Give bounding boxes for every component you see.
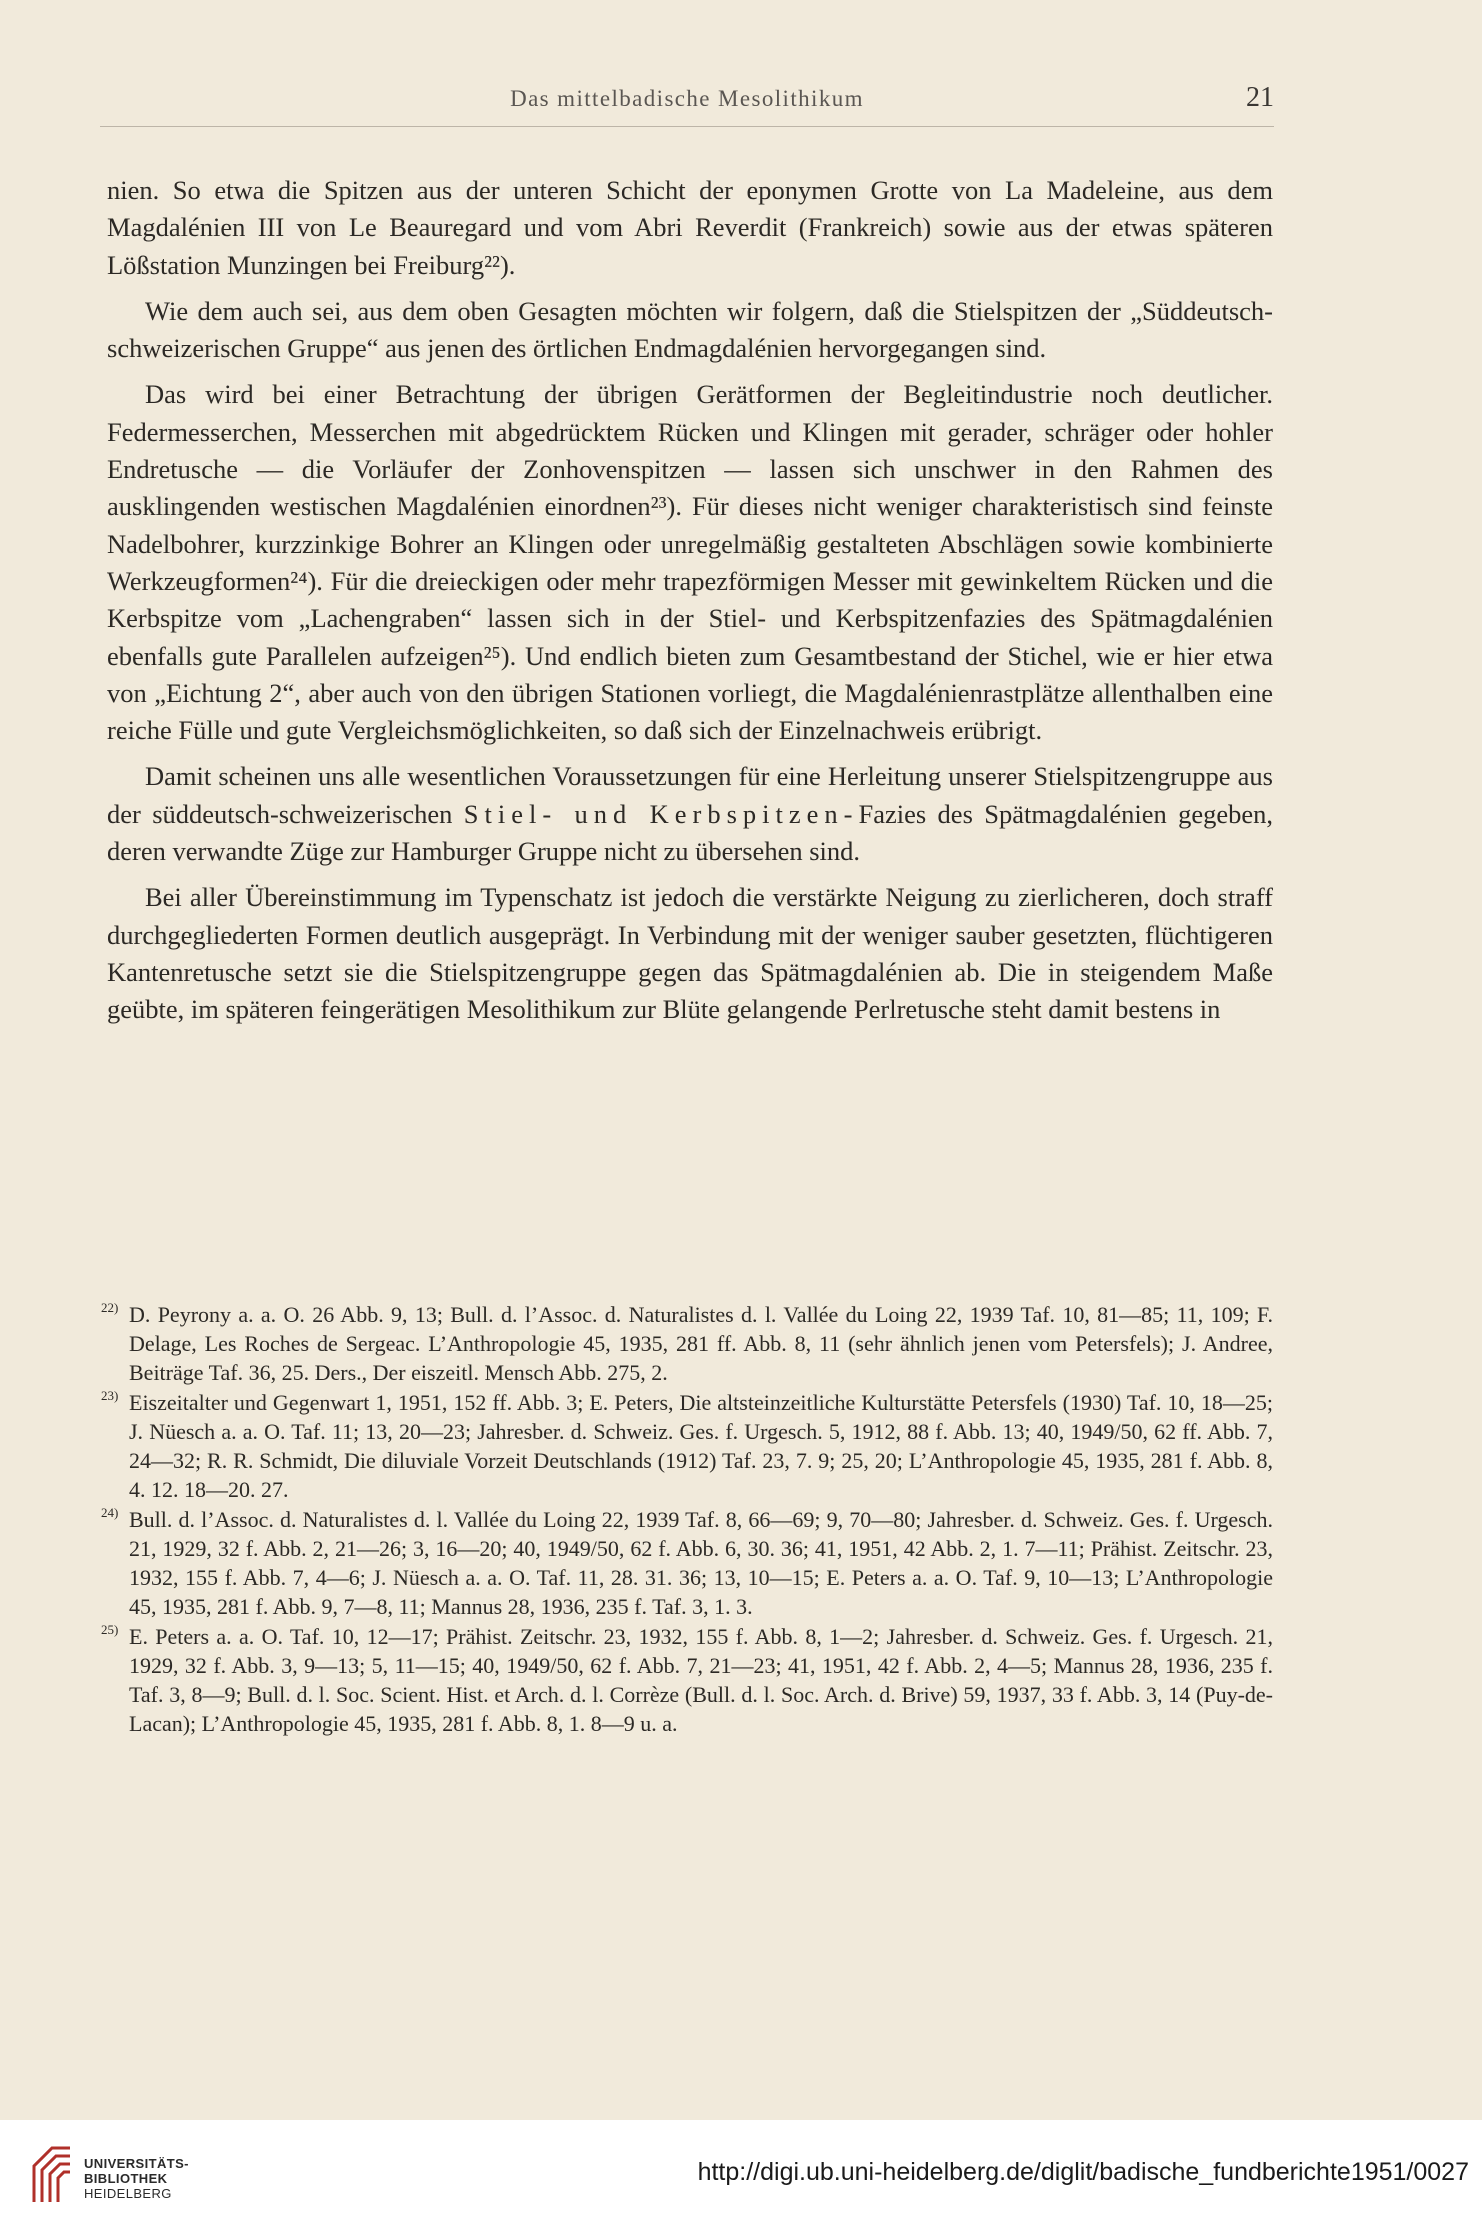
footnote-marker: 23) xyxy=(101,1388,119,1403)
footnote-marker: 22) xyxy=(101,1300,119,1315)
footnote-22 xyxy=(101,1300,1273,1387)
footnote-24 xyxy=(101,1505,1273,1621)
paragraph-4-start: Damit scheinen uns alle wesentlichen Voraussetzungen für eine Herleitung unserer Stielspitzengruppe aus der süddeutsch-schweizerischen xyxy=(107,761,1273,829)
library-name-line: BIBLIOTHEK xyxy=(84,2171,168,2186)
footnote-25 xyxy=(101,1622,1273,1738)
footnotes xyxy=(101,1300,1273,1739)
footnote-marker: 24) xyxy=(101,1505,119,1520)
paragraph-4 xyxy=(107,758,1273,870)
footnote-text: Bull. d. l’Assoc. d. Naturalistes d. l. Vallée du Loing 22, 1939 Taf. 8, 66—69; 9, 70—80; Jahresber. d. Schweiz. Ges. f. Urgesch. 21, 1929, 32 f. Abb. 2, 21—26; 3, 16—20; 40, 1949/50, 62 f. Abb. 6, 30. 36; 41, 1951, 42 Abb. 2, 1. 7—11; Prähist. Zeitschr. 23, 1932, 155 f. Abb. 7, 4—6; J. Nüesch a. a. O. Taf. 11, 28. 31. 36; 13, 10—15; E. Peters a. a. O. Taf. 9, 10—13; L’Anthropologie 45, 1935, 281 f. Abb. 9, 7—8, 11; Mannus 28, 1936, 235 f. Taf. 3, 1. 3. xyxy=(129,1507,1273,1619)
library-logo-icon xyxy=(30,2142,76,2206)
paragraph-5: Bei aller Übereinstimmung im Typenschatz ist jedoch die verstärkte Neigung zu zierlicheren, doch straff durchgegliederten Formen deutlich ausgeprägt. In Verbindung mit der weniger sauber gesetzten, flüchtigeren Kantenretusche setzt sie die Stielspitzengruppe gegen das Spätmagdalénien ab. Die in steigendem Maße geübte, im späteren feingerätigen Mesolithikum zur Blüte gelangende Perlretusche steht damit bestens in xyxy=(107,882,1273,1025)
footnote-text: E. Peters a. a. O. Taf. 10, 12—17; Prähist. Zeitschr. 23, 1932, 155 f. Abb. 8, 1—2; Jahresber. d. Schweiz. Ges. f. Urgesch. 21, 1929, 32 f. Abb. 3, 9—13; 5, 11—15; 40, 1949/50, 62 f. Abb. 7, 21—23; 41, 1951, 42 f. Abb. 2, 4—5; Mannus 28, 1936, 235 f. Taf. 3, 8—9; Bull. d. l. Soc. Scient. Hist. et Arch. d. l. Corrèze (Bull. d. l. Soc. Arch. d. Brive) 59, 1937, 33 f. Abb. 3, 14 (Puy-de-Lacan); L’Anthropologie 45, 1935, 281 f. Abb. 8, 1. 8—9 u. a. xyxy=(129,1624,1273,1736)
spaced-term: Stiel- und Kerbspitzen- xyxy=(463,798,859,829)
library-name-line: HEIDELBERG xyxy=(84,2186,172,2201)
header-rule xyxy=(100,126,1274,127)
footnote-text: D. Peyrony a. a. O. 26 Abb. 9, 13; Bull. d. l’Assoc. d. Naturalistes d. l. Vallée du Loing 22, 1939 Taf. 10, 81—85; 11, 109; F. Delage, Les Roches de Sergeac. L’Anthropologie 45, 1935, 281 ff. Abb. 8, 11 (sehr ähnlich jenen vom Petersfels); J. Andree, Beiträge Taf. 36, 25. Ders., Der eiszeitl. Mensch Abb. 275, 2. xyxy=(129,1302,1273,1385)
paragraph-1: nien. So etwa die Spitzen aus der unteren Schicht der eponymen Grotte von La Madeleine, aus dem Magdalénien III von Le Beauregard und vom Abri Reverdit (Frankreich) sowie aus der etwas späteren Lößstation Munzingen bei Freiburg²²). xyxy=(107,175,1273,280)
running-title: Das mittelbadische Mesolithikum xyxy=(510,86,864,111)
library-name-line: UNIVERSITÄTS- xyxy=(84,2156,189,2171)
library-footer xyxy=(0,2120,1482,2235)
page-number: 21 xyxy=(1246,82,1274,113)
paragraph-4-end: Fazies des Spätmagdalénien gegeben, deren verwandte Züge zur Hamburger Gruppe nicht zu übersehen sind. xyxy=(107,798,1273,867)
paragraph-3: Das wird bei einer Betrachtung der übrigen Gerätformen der Begleitindustrie noch deutlicher. Federmesserchen, Messerchen mit abgedrücktem Rücken und Klingen mit gerader, schräger oder hohler Endretusche — die Vorläufer der Zonhovenspitzen — lassen sich unschwer in den Rahmen des ausklingenden westischen Magdalénien einordnen²³). Für dieses nicht weniger charakteristisch sind feinste Nadelbohrer, kurzzinkige Bohrer an Klingen oder unregelmäßig gestalteten Abschlägen sowie kombinierte Werkzeugformen²⁴). Für die dreieckigen oder mehr trapezförmigen Messer mit gewinkeltem Rücken und die Kerbspitze vom „Lachengraben“ lassen sich in der Stiel- und Kerbspitzenfazies des Spätmagdalénien ebenfalls gute Parallelen aufzeigen²⁵). Und endlich bieten zum Gesamtbestand der Stichel, wie er hier etwa von „Eichtung 2“, aber auch von den übrigen Stationen vorliegt, die Magdalénienrastplätze allenthalben eine reiche Fülle und gute Vergleichsmöglichkeiten, so daß sich der Einzelnachweis erübrigt. xyxy=(107,379,1273,746)
footnote-text: Eiszeitalter und Gegenwart 1, 1951, 152 ff. Abb. 3; E. Peters, Die altsteinzeitliche Kulturstätte Petersfels (1930) Taf. 10, 18—25; J. Nüesch a. a. O. Taf. 11; 13, 20—23; Jahresber. d. Schweiz. Ges. f. Urgesch. 5, 1912, 88 f. Abb. 13; 40, 1949/50, 62 ff. Abb. 7, 24—32; R. R. Schmidt, Die diluviale Vorzeit Deutschlands (1912) Taf. 23, 7. 9; 25, 20; L’Anthropologie 45, 1935, 281 f. Abb. 8, 4. 12. 18—20. 27. xyxy=(129,1390,1273,1502)
body-text xyxy=(107,172,1273,1038)
library-name xyxy=(84,2156,189,2201)
footnote-marker: 25) xyxy=(101,1622,119,1637)
source-url[interactable]: http://digi.ub.uni-heidelberg.de/diglit/badische_fundberichte1951/0027 xyxy=(697,2158,1469,2186)
running-head xyxy=(100,82,1274,132)
paragraph-2: Wie dem auch sei, aus dem oben Gesagten möchten wir folgern, daß die Stielspitzen der „Süddeutsch-schweizerischen Gruppe“ aus jenen des örtlichen Endmagdalénien hervorgegangen sind. xyxy=(107,295,1273,364)
footnote-23 xyxy=(101,1388,1273,1504)
